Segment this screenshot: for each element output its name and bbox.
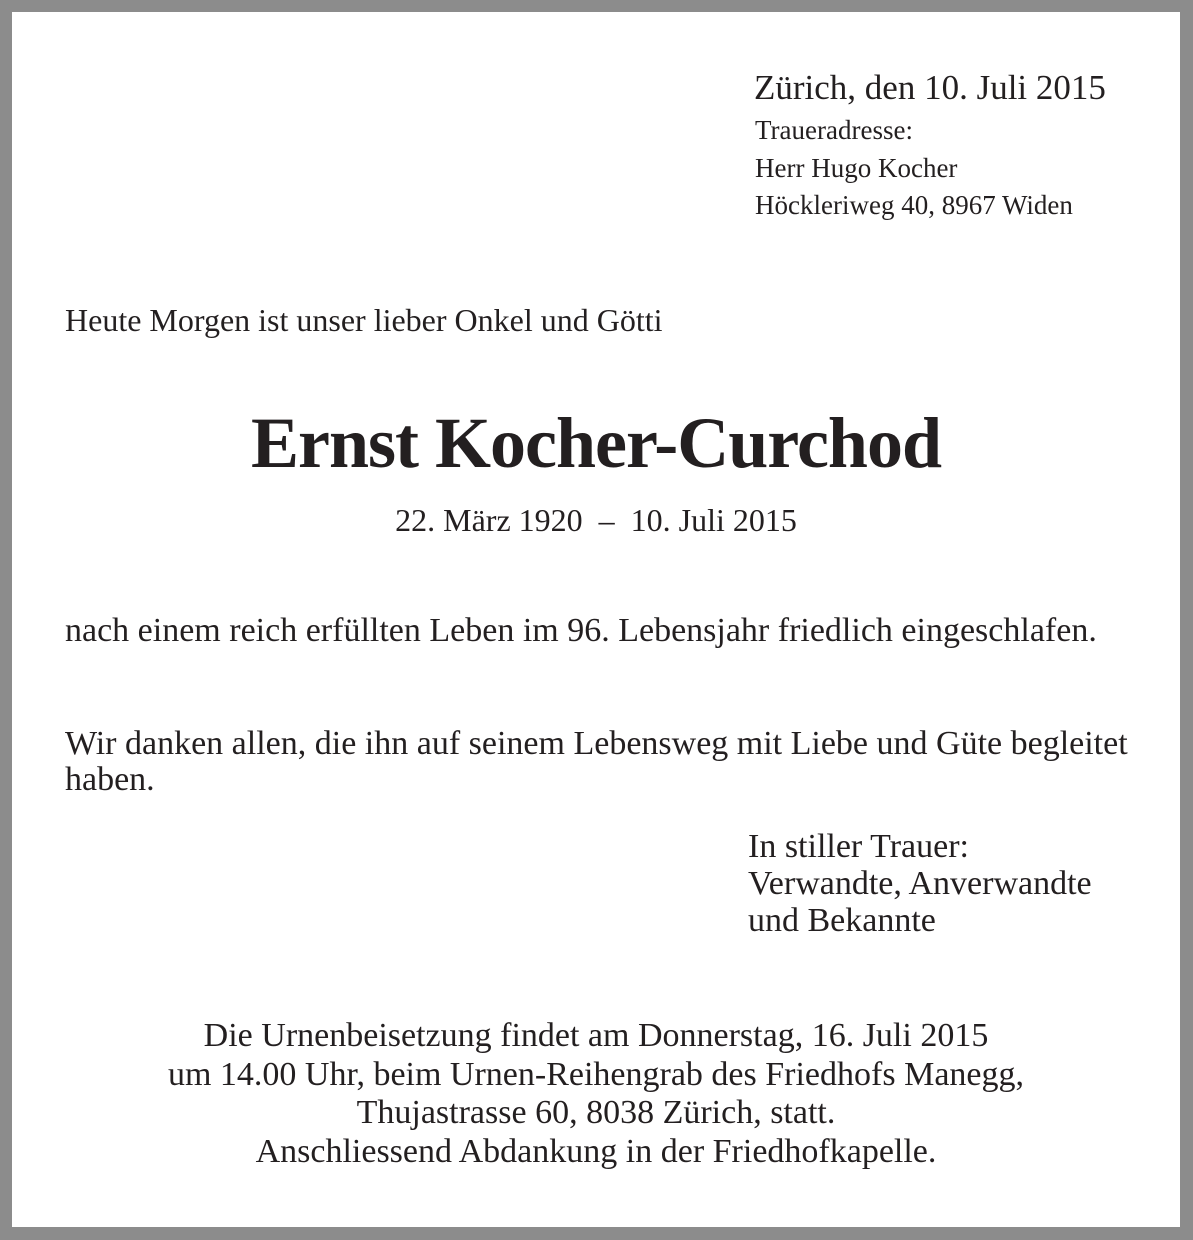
funeral-details: [12, 1017, 1180, 1171]
address-label: Traueradresse:: [755, 115, 913, 145]
paragraph-life: nach einem reich erfüllten Leben im 96. Lebensjahr friedlich eingeschlafen.: [65, 612, 1097, 649]
address-name: Herr Hugo Kocher: [755, 152, 958, 183]
intro-text: Heute Morgen ist unser lieber Onkel und Götti: [65, 302, 663, 338]
signoff-line-2: Verwandte, Anverwandte: [748, 865, 1092, 902]
life-dates: [12, 500, 1180, 540]
paragraph-thanks: Wir danken allen, die ihn auf seinem Lebensweg mit Liebe und Güte begleitet haben.: [65, 725, 1128, 798]
mourning-address: [755, 112, 1073, 225]
deceased-name: Ernst Kocher-Curchod: [251, 403, 941, 483]
birth-date: 22. März 1920: [395, 502, 583, 538]
funeral-line-2: um 14.00 Uhr, beim Urnen-Reihengrab des Friedhofs Manegg,: [167, 1055, 1024, 1093]
funeral-line-1: Die Urnenbeisetzung findet am Donnerstag, 16. Juli 2015: [203, 1017, 989, 1054]
signoff-line-1: In stiller Trauer:: [748, 828, 969, 865]
funeral-line-4: Anschliessend Abdankung in der Friedhofkapelle.: [255, 1132, 937, 1170]
place-date: Zürich, den 10. Juli 2015: [754, 68, 1106, 107]
obituary-notice: [12, 12, 1180, 1227]
death-date: 10. Juli 2015: [630, 502, 797, 538]
funeral-line-3: Thujastrasse 60, 8038 Zürich, statt.: [356, 1094, 836, 1131]
address-street: Höckleriweg 40, 8967 Widen: [755, 190, 1073, 220]
date-dash: –: [598, 502, 615, 538]
signoff-line-3: und Bekannte: [748, 902, 936, 939]
signoff: [748, 828, 1092, 939]
